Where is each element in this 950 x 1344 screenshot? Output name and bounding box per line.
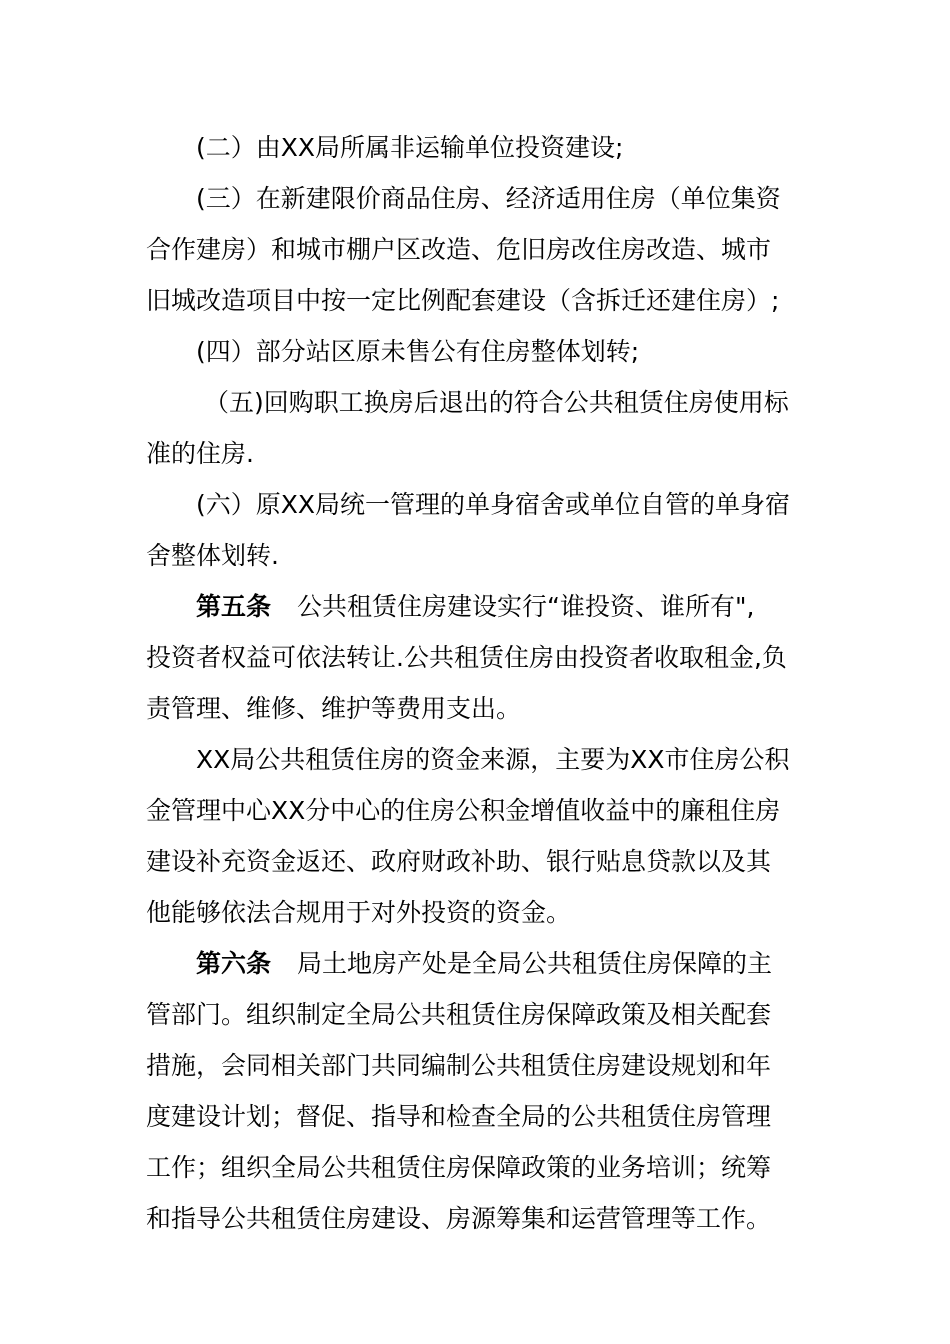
text-line: 工作；组织全局公共租赁住房保障政策的业务培训；统筹	[146, 1153, 772, 1182]
article-text: 公共租赁住房建设实行“谁投资、谁所有",	[297, 592, 755, 621]
text-line: 旧城改造项目中按一定比例配套建设（含拆迁还建住房）;	[146, 286, 780, 315]
document-body	[146, 122, 808, 1244]
text-line: 舍整体划转.	[146, 541, 279, 570]
text-line: 金管理中心XX分中心的住房公积金增值收益中的廉租住房	[146, 796, 781, 825]
article-text: 局土地房产处是全局公共租赁住房保障的主	[297, 949, 773, 978]
text-line: 度建设计划；督促、指导和检查全局的公共租赁住房管理	[146, 1102, 772, 1131]
text-line: (四）部分站区原未售公有住房整体划转;	[196, 337, 640, 366]
text-line: 他能够依法合规用于对外投资的资金。	[146, 898, 572, 927]
article-five-line	[146, 581, 808, 632]
article-six-line	[146, 938, 808, 989]
text-line: (二）由XX局所属非运输单位投资建设;	[196, 133, 624, 162]
article-label: 第六条	[196, 949, 272, 978]
text-line: 责管理、维修、维护等费用支出。	[146, 694, 522, 723]
article-label: 第五条	[196, 592, 272, 621]
text-line: 准的住房.	[146, 439, 254, 468]
text-line: 和指导公共租赁住房建设、房源筹集和运营管理等工作。	[146, 1204, 772, 1233]
text-line: 管部门。组织制定全局公共租赁住房保障政策及相关配套	[146, 1000, 772, 1029]
text-line: 投资者权益可依法转让.公共租赁住房由投资者收取租金,负	[146, 643, 787, 672]
text-line: (三）在新建限价商品住房、经济适用住房（单位集资	[196, 184, 781, 213]
text-line: (六）原XX局统一管理的单身宿舍或单位自管的单身宿	[196, 490, 791, 519]
text-line: 建设补充资金返还、政府财政补助、银行贴息贷款以及其	[146, 847, 772, 876]
text-line: XX局公共租赁住房的资金来源，主要为XX市住房公积	[196, 745, 790, 774]
text-line: 措施，会同相关部门共同编制公共租赁住房建设规划和年	[146, 1051, 772, 1080]
text-line: 合作建房）和城市棚户区改造、危旧房改住房改造、城市	[146, 235, 772, 264]
text-line: （五)回购职工换房后退出的符合公共租赁住房使用标	[204, 388, 789, 417]
